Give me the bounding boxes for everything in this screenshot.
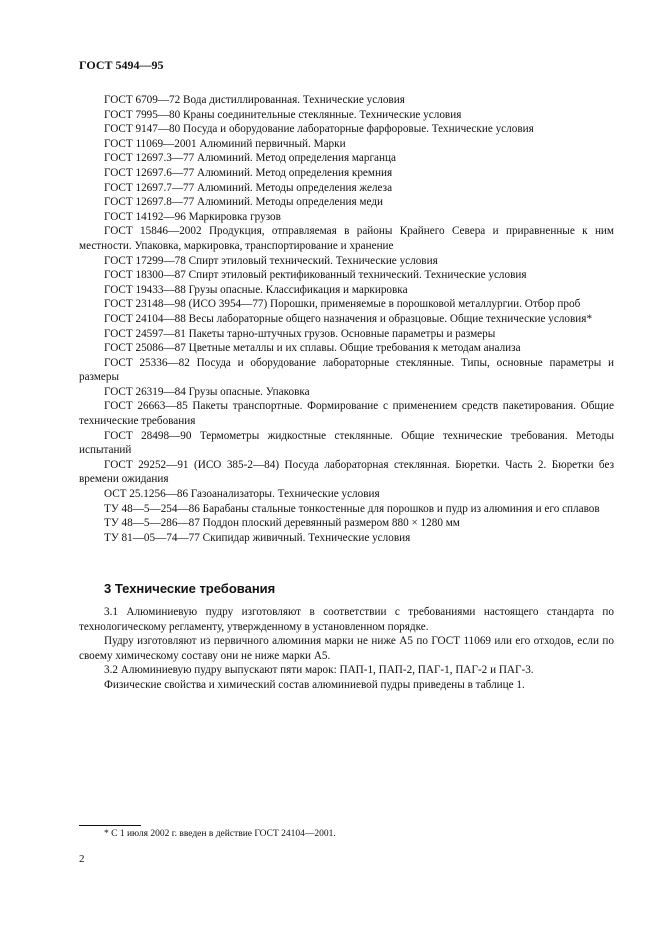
- page-number: 2: [79, 853, 85, 865]
- reference-item: ГОСТ 12697.8—77 Алюминий. Методы определения меди: [104, 196, 383, 209]
- footnote-divider: [79, 825, 141, 826]
- reference-item: ГОСТ 24104—88 Весы лабораторные общего назначения и образцовые. Общие технические условия*: [104, 312, 593, 325]
- reference-item: ГОСТ 23148—98 (ИСО 3954—77) Порошки, применяемые в порошковой металлургии. Отбор проб: [104, 298, 581, 311]
- reference-item: ГОСТ 19433—88 Грузы опасные. Классификация и маркировка: [104, 283, 408, 296]
- reference-item: ГОСТ 24597—81 Пакеты тарно-штучных грузов. Основные параметры и размеры: [104, 327, 496, 340]
- reference-item: ГОСТ 7995—80 Краны соединительные стеклянные. Технические условия: [104, 108, 462, 121]
- reference-item: ГОСТ 26319—84 Грузы опасные. Упаковка: [104, 385, 310, 398]
- paragraph: 3.1 Алюминиевую пудру изготовляют в соответствии с требованиями настоящего стандарта по технологическому регламенту, утвержденному в установленном порядке.: [79, 606, 614, 633]
- reference-item: ГОСТ 29252—91 (ИСО 385-2—84) Посуда лабораторная стеклянная. Бюретки. Часть 2. Бюретки без времени ожидания: [79, 458, 614, 486]
- reference-item: ГОСТ 12697.7—77 Алюминий. Методы определения железа: [104, 181, 393, 194]
- reference-item: ГОСТ 14192—96 Маркировка грузов: [104, 210, 281, 223]
- paragraph: Физические свойства и химический состав алюминиевой пудры приведены в таблице 1.: [104, 678, 525, 691]
- paragraph: Пудру изготовляют из первичного алюминия марки не ниже А5 по ГОСТ 11069 или его отходов, если по своему химическому составу они не ниже марки А5.: [79, 635, 614, 662]
- document-header: ГОСТ 5494—95: [79, 58, 164, 72]
- footnote: * С 1 июля 2002 г. введен в действие ГОСТ 24104—2001.: [104, 829, 336, 839]
- reference-item: ТУ 81—05—74—77 Скипидар живичный. Технические условия: [104, 531, 411, 544]
- reference-item: ГОСТ 11069—2001 Алюминий первичный. Марки: [104, 137, 346, 150]
- section-title: 3 Технические требования: [104, 581, 276, 596]
- normative-references-list: [79, 93, 614, 545]
- reference-item: ГОСТ 28498—90 Термометры жидкостные стеклянные. Общие технические требования. Методы испытаний: [79, 429, 614, 457]
- reference-item: ТУ 48—5—286—87 Поддон плоский деревянный размером 880 × 1280 мм: [104, 517, 460, 530]
- reference-item: ГОСТ 6709—72 Вода дистиллированная. Технические условия: [104, 94, 405, 106]
- reference-item: ГОСТ 25086—87 Цветные металлы и их сплавы. Общие требования к методам анализа: [104, 342, 521, 355]
- section-body: [79, 605, 614, 693]
- reference-item: ГОСТ 9147—80 Посуда и оборудование лабораторные фарфоровые. Технические условия: [104, 123, 534, 136]
- reference-item: ГОСТ 12697.3—77 Алюминий. Метод определения марганца: [104, 152, 396, 165]
- reference-item: ГОСТ 17299—78 Спирт этиловый технический. Технические условия: [104, 254, 438, 267]
- reference-item: ГОСТ 18300—87 Спирт этиловый ректификованный технический. Технические условия: [104, 269, 527, 282]
- reference-item: ГОСТ 25336—82 Посуда и оборудование лабораторные стеклянные. Типы, основные параметры и размеры: [79, 356, 614, 384]
- reference-item: ТУ 48—5—254—86 Барабаны стальные тонкостенные для порошков и пудр из алюминия и его сплавов: [104, 502, 600, 515]
- reference-item: ОСТ 25.1256—86 Газоанализаторы. Технические условия: [104, 488, 380, 501]
- paragraph: 3.2 Алюминиевую пудру выпускают пяти марок: ПАП-1, ПАП-2, ПАГ-1, ПАГ-2 и ПАГ-3.: [104, 664, 534, 677]
- reference-item: ГОСТ 12697.6—77 Алюминий. Метод определения кремния: [104, 166, 393, 179]
- reference-item: ГОСТ 26663—85 Пакеты транспортные. Формирование с применением средств пакетирования. Общие технические требования: [79, 400, 614, 428]
- reference-item: ГОСТ 15846—2002 Продукция, отправляемая в районы Крайнего Севера и приравненные к ним местности. Упаковка, маркировка, транспортирование и хранение: [79, 225, 614, 252]
